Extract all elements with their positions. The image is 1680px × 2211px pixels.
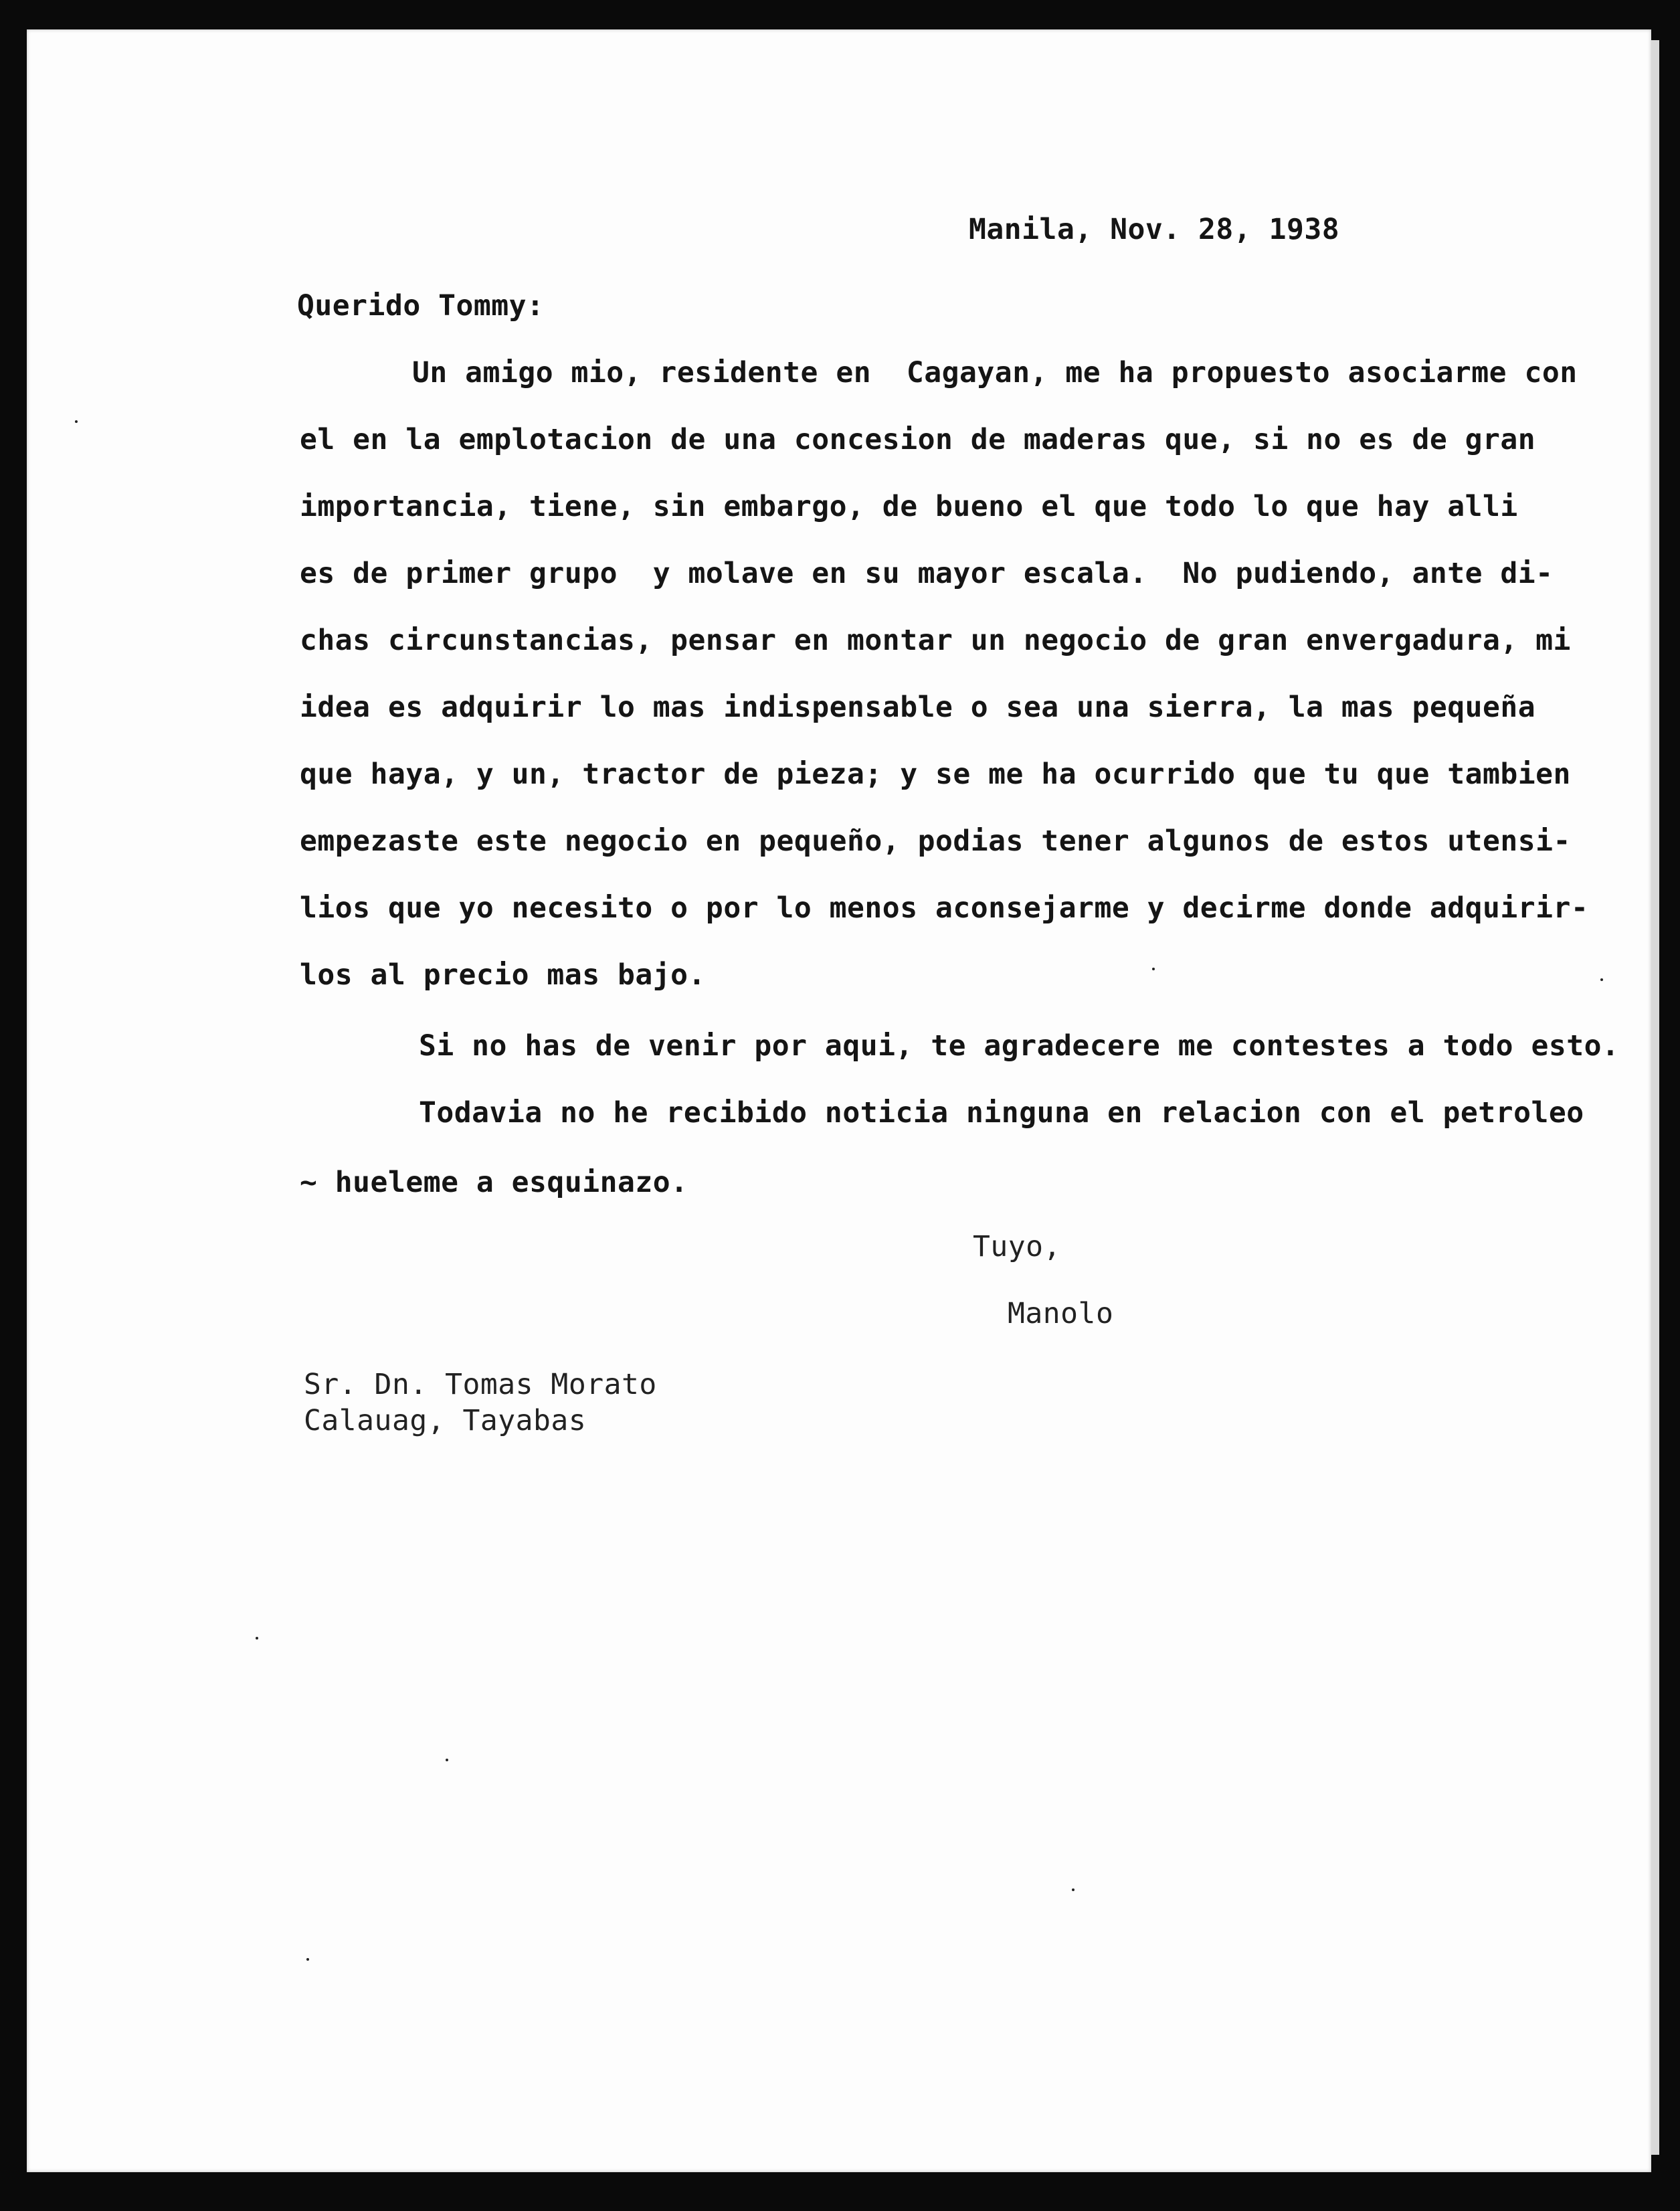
scan-speck	[75, 420, 78, 423]
body-line-8: empezaste este negocio en pequeño, podias tener algunos de estos utensi-	[300, 824, 1571, 858]
body-line-10: los al precio mas bajo.	[300, 958, 706, 992]
body-line-13: ~ hueleme a esquinazo.	[300, 1166, 688, 1199]
page-edge	[1651, 40, 1659, 2155]
signature: Manolo	[1008, 1297, 1114, 1330]
body-line-11: Si no has de venir por aqui, te agradecere me contestes a todo esto.	[419, 1029, 1620, 1063]
body-line-1: Un amigo mio, residente en Cagayan, me ha propuesto asociarme con	[412, 356, 1578, 389]
body-line-4: es de primer grupo y molave en su mayor escala. No pudiendo, ante di-	[300, 557, 1554, 590]
scan-speck	[256, 1637, 258, 1640]
body-line-6: idea es adquirir lo mas indispensable o sea una sierra, la mas pequeña	[300, 691, 1536, 724]
scan-speck	[306, 1958, 309, 1961]
scan-speck	[1152, 968, 1155, 970]
body-line-2: el en la emplotacion de una concesion de maderas que, si no es de gran	[300, 423, 1536, 456]
scan-speck	[1072, 1888, 1075, 1891]
body-line-5: chas circunstancias, pensar en montar un negocio de gran envergadura, mi	[300, 624, 1571, 657]
salutation: Querido Tommy:	[297, 289, 545, 323]
body-line-9: lios que yo necesito o por lo menos aconsejarme y decirme donde adquirir-	[300, 891, 1589, 925]
letter-date: Manila, Nov. 28, 1938	[969, 213, 1340, 246]
body-line-7: que haya, y un, tractor de pieza; y se me ha ocurrido que tu que tambien	[300, 758, 1571, 791]
addressee-line-2: Calauag, Tayabas	[304, 1404, 587, 1437]
scan-speck	[446, 1759, 448, 1761]
closing: Tuyo,	[973, 1230, 1061, 1263]
scan-speck	[1600, 978, 1603, 981]
addressee-line-1: Sr. Dn. Tomas Morato	[304, 1368, 657, 1401]
body-line-3: importancia, tiene, sin embargo, de bueno el que todo lo que hay alli	[300, 490, 1518, 523]
body-line-12: Todavia no he recibido noticia ninguna en relacion con el petroleo	[419, 1096, 1584, 1130]
